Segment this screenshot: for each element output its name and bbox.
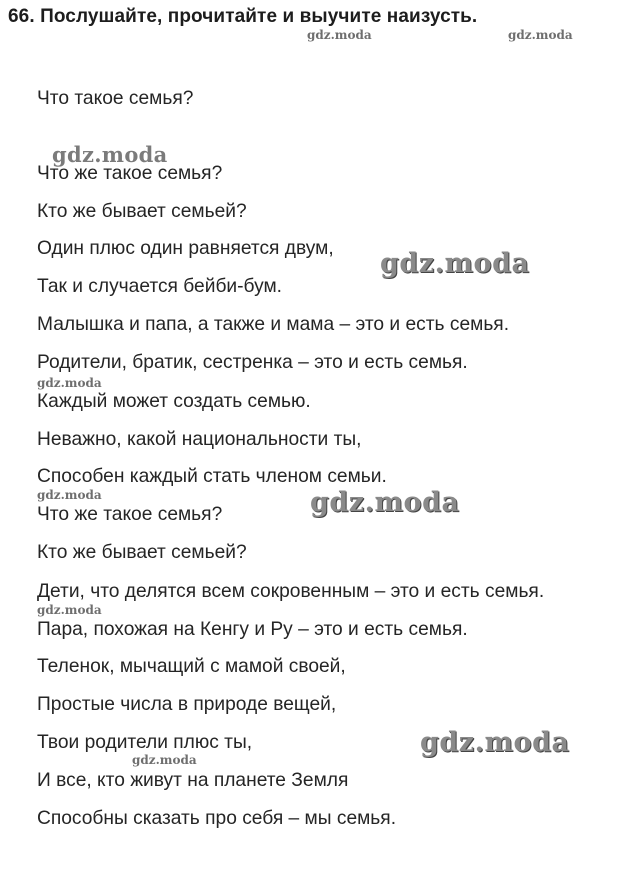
poem-line: Твои родители плюс ты,: [37, 732, 253, 753]
poem-line: Малышка и папа, а также и мама – это и есть семья.: [37, 314, 510, 335]
poem-line: Что такое семья?: [37, 88, 194, 109]
watermark: gdz.moda: [37, 488, 102, 502]
watermark: gdz.moda: [307, 28, 372, 42]
watermark: gdz.moda: [380, 248, 530, 279]
watermark: gdz.moda: [132, 753, 197, 767]
watermark: gdz.moda: [420, 727, 570, 758]
watermark: gdz.moda: [37, 376, 102, 390]
exercise-heading: 66. Послушайте, прочитайте и выучите наизусть.: [8, 6, 478, 27]
poem-line: Простые числа в природе вещей,: [37, 694, 337, 715]
watermark: gdz.moda: [508, 28, 573, 42]
poem-line: Неважно, какой национальности ты,: [37, 429, 362, 450]
poem-line: Что же такое семья?: [37, 504, 223, 525]
poem-line: Теленок, мычащий с мамой своей,: [37, 656, 346, 677]
poem-line: И все, кто живут на планете Земля: [37, 770, 349, 791]
poem-line: Способны сказать про себя – мы семья.: [37, 808, 397, 829]
poem-line: Родители, братик, сестренка – это и есть семья.: [37, 352, 468, 373]
watermark: gdz.moda: [37, 603, 102, 617]
poem-line: Кто же бывает семьей?: [37, 542, 247, 563]
poem-line: Один плюс один равняется двум,: [37, 238, 334, 259]
poem-line: Дети, что делятся всем сокровенным – это и есть семья.: [37, 581, 545, 602]
poem-line: Каждый может создать семью.: [37, 391, 311, 412]
poem-line: Кто же бывает семьей?: [37, 201, 247, 222]
watermark: gdz.moda: [310, 487, 460, 518]
poem-line: Способен каждый стать членом семьи.: [37, 466, 387, 487]
poem-line: Так и случается бейби-бум.: [37, 276, 283, 297]
watermark: gdz.moda: [52, 142, 168, 167]
poem-line: Пара, похожая на Кенгу и Ру – это и есть семья.: [37, 619, 468, 640]
poem-line: Что же такое семья?: [37, 163, 223, 184]
